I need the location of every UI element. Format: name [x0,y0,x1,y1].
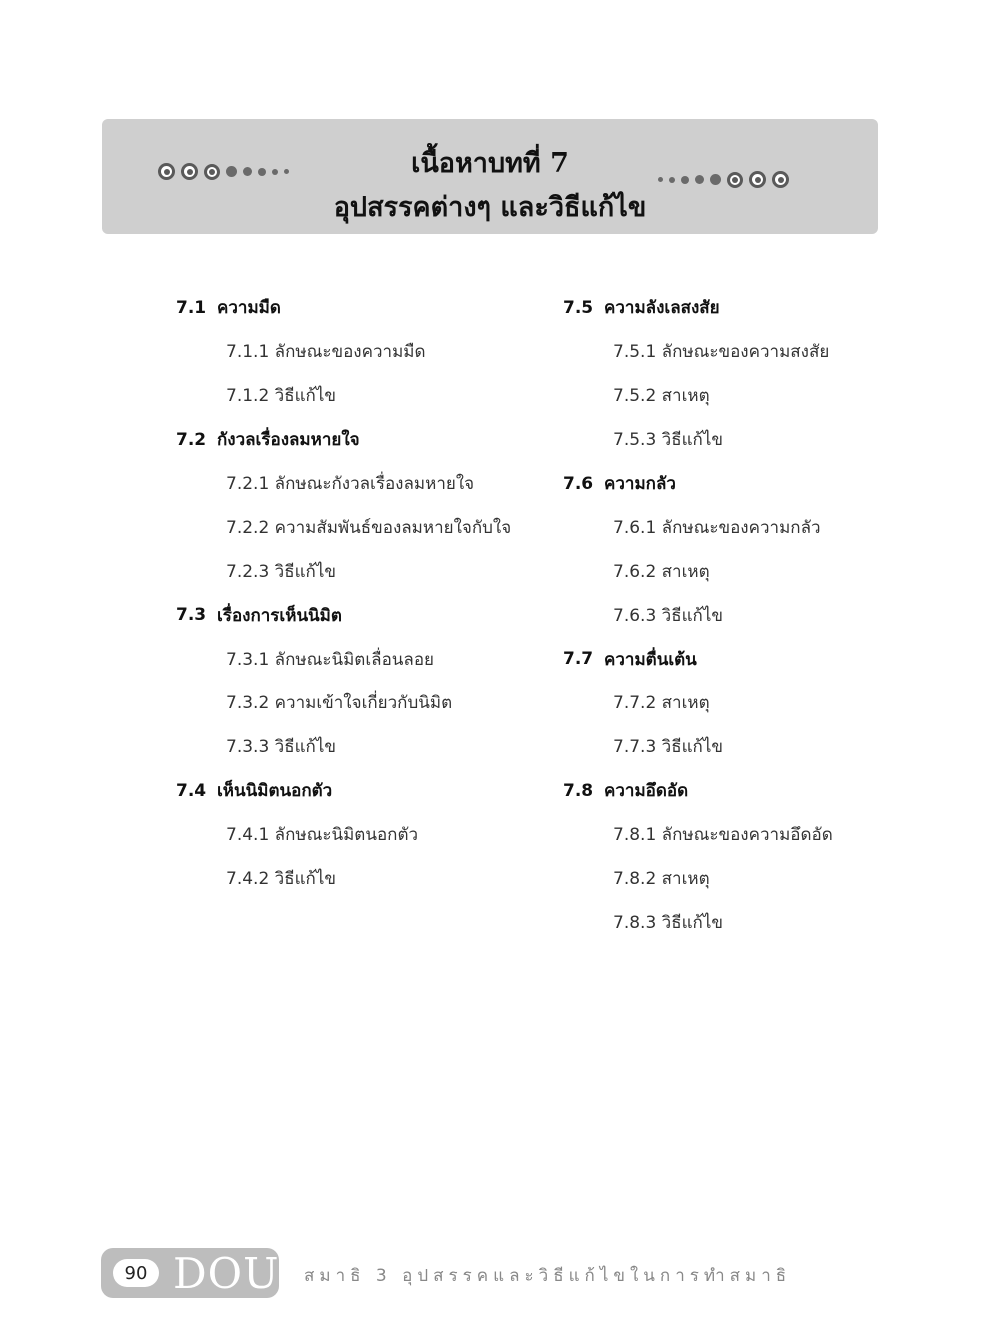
section-number: 7.8 [563,780,594,801]
dot-icon [669,177,675,183]
page-number: 90 [113,1259,159,1287]
toc-section [176,418,511,462]
toc-right-column [563,286,833,944]
section-number: 7.5 [563,297,594,318]
toc-subsection: 7.2.3 วิธีแก้ไข [226,561,337,582]
toc-subsection: 7.6.1 ลักษณะของความกลัว [613,517,821,538]
toc-section [176,286,511,330]
toc-section [176,769,511,813]
chapter-header [102,119,878,234]
running-title: สมาธิ 3 อุปสรรคและวิธีแก้ไขในการทำสมาธิ [304,1266,792,1286]
toc-subsection: 7.3.2 ความเข้าใจเกี่ยวกับนิมิต [226,693,453,714]
toc-section [176,593,511,637]
section-title: ความมืด [217,298,281,319]
dot-icon [681,176,689,184]
dou-logo: DOU [173,1249,280,1298]
toc-section [563,462,833,506]
section-number: 7.3 [176,605,207,626]
toc-subsection: 7.8.3 วิธีแก้ไข [613,912,724,933]
section-number: 7.4 [176,780,207,801]
dot-icon [658,177,663,182]
toc-subsection: 7.5.1 ลักษณะของความสงสัย [613,342,830,363]
toc-subsection: 7.6.3 วิธีแก้ไข [613,605,724,626]
toc-subsection: 7.4.2 วิธีแก้ไข [226,869,337,890]
ring-dot-icon [727,172,743,188]
toc-subsection: 7.2.2 ความสัมพันธ์ของลมหายใจกับใจ [226,517,512,538]
toc-subsection: 7.5.2 สาเหตุ [613,386,710,407]
ring-dot-icon [772,171,789,188]
toc-subsection: 7.5.3 วิธีแก้ไข [613,430,724,451]
toc-subsection: 7.4.1 ลักษณะนิมิตนอกตัว [226,825,419,846]
toc-subsection: 7.2.1 ลักษณะกังวลเรื่องลมหายใจ [226,474,475,494]
toc-subsection: 7.7.2 สาเหตุ [613,693,710,714]
section-title: เรื่องการเห็นนิมิต [217,605,342,626]
section-number: 7.6 [563,473,594,494]
toc-subsection: 7.1.2 วิธีแก้ไข [226,386,337,407]
ring-dot-icon [749,171,766,188]
toc-subsection: 7.3.3 วิธีแก้ไข [226,737,337,758]
footer-badge [101,1248,279,1298]
dotted-ornament-right-icon [658,171,795,188]
section-title: ความลังเลสงสัย [604,298,720,319]
toc-subsection: 7.3.1 ลักษณะนิมิตเลื่อนลอย [226,649,434,670]
chapter-number-title: เนื้อหาบทที่ 7 [411,148,569,179]
section-number: 7.1 [176,297,207,318]
toc-left-column [176,286,511,900]
toc-subsection: 7.1.1 ลักษณะของความมืด [226,342,426,363]
toc-section [563,286,833,330]
section-title: ความอึดอัด [604,781,689,802]
dot-icon [710,174,721,185]
section-title: เห็นนิมิตนอกตัว [217,781,333,802]
section-number: 7.2 [176,429,207,450]
section-title: ความตื่นเต้น [604,649,697,670]
section-title: กังวลเรื่องลมหายใจ [217,430,360,451]
toc-section [563,637,833,681]
toc-subsection: 7.6.2 สาเหตุ [613,561,710,582]
dot-icon [695,175,704,184]
chapter-title: อุปสรรคต่างๆ และวิธีแก้ไข [333,192,647,223]
toc-subsection: 7.8.1 ลักษณะของความอึดอัด [613,825,833,846]
toc-subsection: 7.7.3 วิธีแก้ไข [613,737,724,758]
section-number: 7.7 [563,649,594,670]
section-title: ความกลัว [604,474,676,494]
toc-section [563,769,833,813]
toc-subsection: 7.8.2 สาเหตุ [613,869,710,890]
